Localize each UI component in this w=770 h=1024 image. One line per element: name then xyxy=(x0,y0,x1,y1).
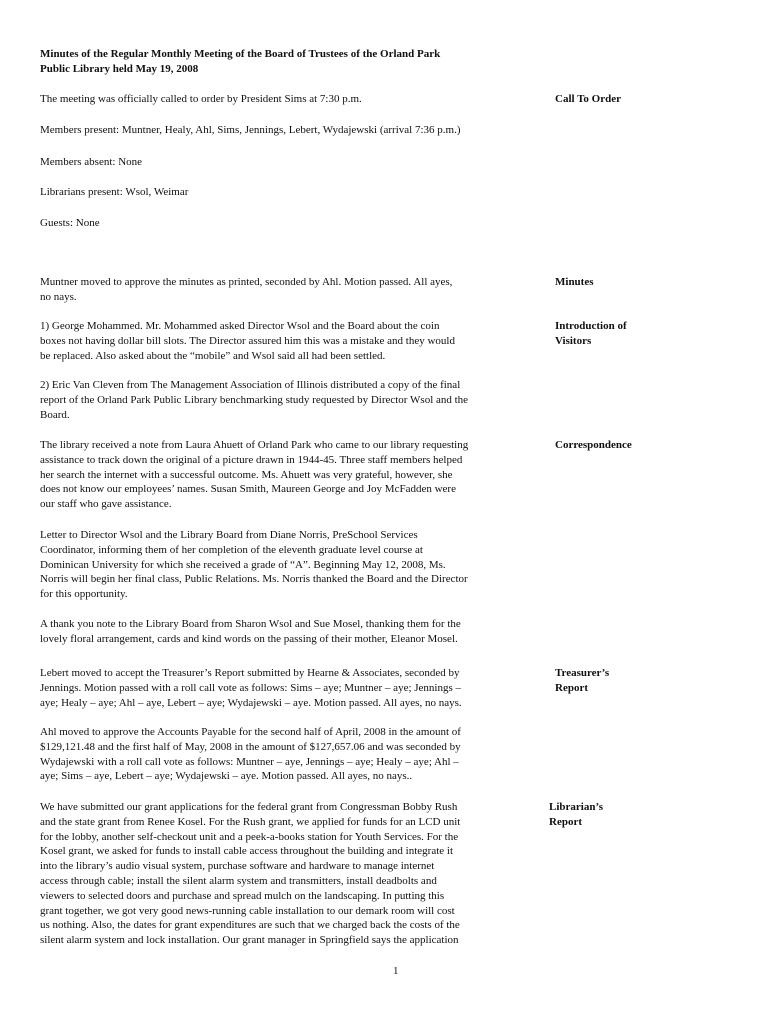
paragraph-librarians-present xyxy=(40,185,532,200)
text-line: Jennings. Motion passed with a roll call vote as follows: Sims – aye; Muntner – aye; Jennings – xyxy=(40,681,462,694)
text-line: Letter to Director Wsol and the Library Board from Diane Norris, PreSchool Services xyxy=(40,529,418,541)
text-line: into the library’s audio visual system, purchase software and hardware to manage internet xyxy=(40,860,435,873)
text-line: Coordinator, informing them of her completion of the eleventh graduate level course at xyxy=(40,543,423,556)
paragraph-treasurer-1 xyxy=(40,666,532,710)
text-line: Wydajewski with a roll call vote as follows: Muntner – aye, Jennings – aye; Healy – aye; Ahl – xyxy=(40,755,459,768)
heading-line: Visitors xyxy=(555,335,592,347)
text-line: and the state grant from Renee Kosel. For the Rush grant, we applied for funds for an LCD unit xyxy=(40,815,461,828)
text-line: us nothing. Also, the dates for grant expenditures are such that we charged back the costs of the xyxy=(40,919,460,932)
side-heading-visitors xyxy=(555,319,627,349)
text-line: our staff who gave assistance. xyxy=(40,498,172,511)
paragraph-correspondence-3 xyxy=(40,617,532,647)
paragraph-correspondence-1 xyxy=(40,438,532,512)
text-line: her search the internet with a successful outcome. Ms. Ahuett was very grateful, however, she xyxy=(40,468,453,481)
paragraph-treasurer-2 xyxy=(40,725,532,784)
document-title xyxy=(40,47,540,77)
text-line: Members absent: None xyxy=(40,156,143,168)
title-line: Public Library held May 19, 2008 xyxy=(40,63,199,75)
paragraph-visitor-1 xyxy=(40,319,532,363)
paragraph-call-to-order xyxy=(40,92,532,107)
text-line: does not know our employees’ names. Susan Smith, Maureen George and Joy McFadden were xyxy=(40,483,456,496)
side-heading-call-to-order xyxy=(555,92,621,107)
text-line: $129,121.48 and the first half of May, 2008 in the amount of $127,657.06 and was seconded by xyxy=(40,740,461,753)
heading-line: Call To Order xyxy=(555,93,622,105)
text-line: Muntner moved to approve the minutes as printed, seconded by Ahl. Motion passed. All ayes, xyxy=(40,276,453,288)
text-line: aye; Healy – aye; Ahl – aye, Lebert – aye; Wydajewski – aye. Motion passed. All ayes, no nays. xyxy=(40,696,462,709)
side-heading-treasurers-report xyxy=(555,666,609,696)
paragraph-members-absent xyxy=(40,155,532,170)
text-line: no nays. xyxy=(40,290,77,303)
text-line: Guests: None xyxy=(40,217,100,229)
heading-line: Treasurer’s xyxy=(555,667,610,679)
text-line: report of the Orland Park Public Library benchmarking study requested by Director Wsol and the xyxy=(40,393,469,406)
heading-line: Correspondence xyxy=(555,439,632,451)
heading-line: Librarian’s xyxy=(549,801,603,813)
text-line: access through cable; install the silent alarm system and transmitters, install deadbolts and xyxy=(40,874,437,887)
text-line: be replaced. Also asked about the “mobile” and Wsol said all had been settled. xyxy=(40,349,386,362)
title-line: Minutes of the Regular Monthly Meeting of the Board of Trustees of the Orland Park xyxy=(40,48,441,60)
text-line: Kosel grant, we asked for funds to install cable access throughout the building and integrate it xyxy=(40,845,453,858)
text-line: Librarians present: Wsol, Weimar xyxy=(40,186,189,198)
heading-line: Introduction of xyxy=(555,320,627,332)
text-line: for this opportunity. xyxy=(40,588,128,601)
text-line: A thank you note to the Library Board from Sharon Wsol and Sue Mosel, thanking them for the xyxy=(40,618,461,630)
paragraph-members-present xyxy=(40,123,532,138)
text-line: viewers to selected doors and purchase and spread mulch on the landscaping. In putting this xyxy=(40,889,445,902)
text-line: for the lobby, another self-checkout unit and a peek-a-books station for Youth Services. For the xyxy=(40,830,459,843)
text-line: lovely floral arrangement, cards and kind words on the passing of their mother, Eleanor Mosel. xyxy=(40,632,458,645)
text-line: silent alarm system and lock installation. Our grant manager in Springfield says the application xyxy=(40,934,459,947)
heading-line: Report xyxy=(555,682,588,694)
paragraph-correspondence-2 xyxy=(40,528,532,602)
text-line: grant together, we got very good news-running cable installation to our demark room will cost xyxy=(40,904,455,917)
side-heading-librarians-report xyxy=(549,800,603,830)
text-line: The library received a note from Laura Ahuett of Orland Park who came to our library requesting xyxy=(40,439,469,451)
text-line: Lebert moved to accept the Treasurer’s Report submitted by Hearne & Associates, seconded by xyxy=(40,667,460,679)
text-line: We have submitted our grant applications for the federal grant from Congressman Bobby Rush xyxy=(40,801,458,813)
paragraph-minutes xyxy=(40,275,532,305)
paragraph-librarian-report xyxy=(40,800,532,948)
text-line: 2) Eric Van Cleven from The Management Association of Illinois distributed a copy of the final xyxy=(40,379,461,391)
text-line: assistance to track down the original of a picture drawn in 1944-45. Three staff members helped xyxy=(40,453,463,466)
text-line: boxes not having dollar bill slots. The Director assured him this was a mistake and they would xyxy=(40,334,455,347)
paragraph-guests xyxy=(40,216,532,231)
side-heading-minutes xyxy=(555,275,594,290)
heading-line: Minutes xyxy=(555,276,594,288)
text-line: Dominican University for which she received a grade of “A”. Beginning May 12, 2008, Ms. xyxy=(40,558,446,571)
text-line: Ahl moved to approve the Accounts Payable for the second half of April, 2008 in the amount of xyxy=(40,726,461,738)
text-line: Board. xyxy=(40,408,70,421)
text-line: Members present: Muntner, Healy, Ahl, Sims, Jennings, Lebert, Wydajewski (arrival 7:36 p.m.) xyxy=(40,124,461,136)
paragraph-visitor-2 xyxy=(40,378,532,422)
text-line: Norris will begin her final class, Public Relations. Ms. Norris thanked the Board and the Director xyxy=(40,573,468,586)
text-line: 1) George Mohammed. Mr. Mohammed asked Director Wsol and the Board about the coin xyxy=(40,320,440,332)
text-line: aye; Sims – aye, Lebert – aye; Wydajewski – aye. Motion passed. All ayes, no nays.. xyxy=(40,770,413,783)
text-line: The meeting was officially called to order by President Sims at 7:30 p.m. xyxy=(40,93,362,105)
heading-line: Report xyxy=(549,816,582,828)
side-heading-correspondence xyxy=(555,438,632,453)
page-number: 1 xyxy=(393,965,399,977)
